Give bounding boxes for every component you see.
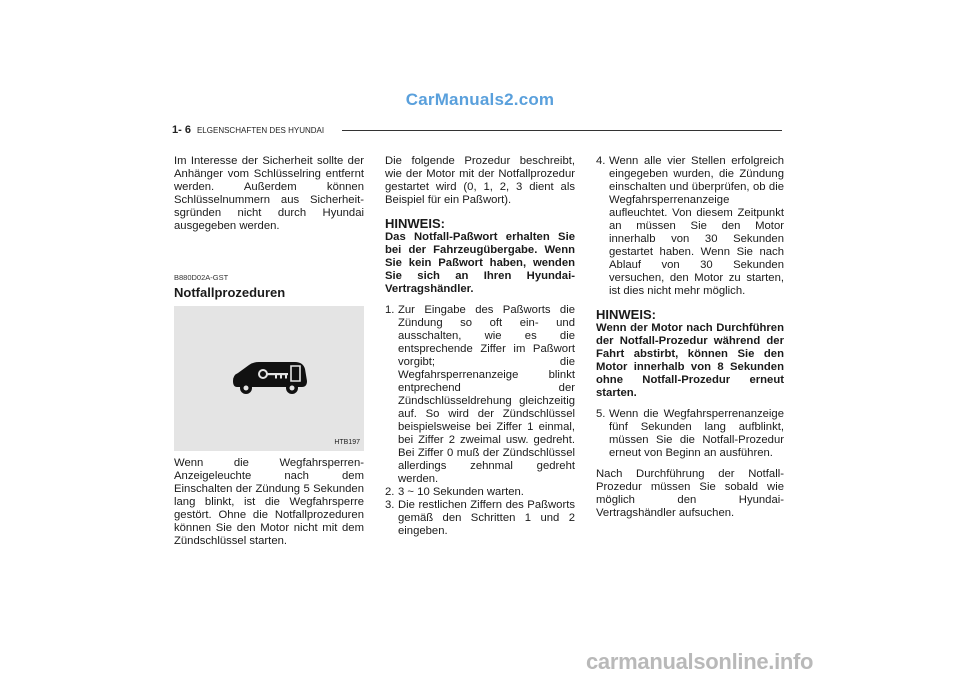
list-item: 2. 3 ~ 10 Sekunden warten. <box>385 486 524 498</box>
page-number: 1- 6 <box>172 124 191 136</box>
watermark-top: CarManuals2.com <box>405 90 555 109</box>
closing-paragraph: Nach Durchführung der Notfall-Prozedur müssen Sie sobald wie möglich den Hyundai-Vertragshändler aufsuchen. <box>596 468 784 519</box>
car-key-icon <box>229 357 309 397</box>
section-heading: Notfallprozeduren <box>174 285 286 300</box>
note-heading: HINWEIS: <box>596 307 656 322</box>
page-header <box>172 124 324 136</box>
intro-paragraph: Im Interesse der Sicherheit sollte der Anhänger vom Schlüsselring entfernt werden. Außerdem können Schlüsselnummern aus Sicherheit-sgründen nicht durch Hyundai ausgegeben werden. <box>174 155 364 232</box>
note-heading: HINWEIS: <box>385 216 445 231</box>
column-2 <box>385 155 575 538</box>
list-item: 3. Die restlichen Ziffern des Paßworts gemäß den Schritten 1 und 2 eingeben. <box>385 499 575 537</box>
procedure-intro: Die folgende Prozedur beschreibt, wie der Motor mit der Notfallprozedur gestartet wird (0, 1, 2, 3 dient als Beispiel für ein Paßwort). <box>385 155 575 206</box>
list-item: 4. Wenn alle vier Stellen erfolgreich eingegeben wurden, die Zündung einschalten und überprüfen, ob die Wegfahrsperrenanzeige aufleuchtet. Von diesem Zeitpunkt an müssen Sie den Motor innerhalb von 30 Sekunden gestartet haben. Wenn Sie nach Ablauf von 30 Sekunden versuchen, den Motor zu starten, ist dies nicht mehr möglich. <box>596 155 784 297</box>
column-1 <box>174 155 364 548</box>
figure-code: HTB197 <box>334 439 360 446</box>
header-divider <box>342 130 782 131</box>
note-text: Wenn der Motor nach Durchführen der Notfall-Prozedur während der Fahrt abstirbt, können Sie den Motor innerhalb von 8 Sekunden ohne Notfall-Prozedur erneut starten. <box>596 322 784 399</box>
figure-immobilizer <box>174 306 364 451</box>
note-text: Das Notfall-Paßwort erhalten Sie bei der Fahrzeugübergabe. Wenn Sie kein Paßwort haben, wenden Sie sich an Ihren Hyundai-Vertragshändler. <box>385 231 575 295</box>
section-code: B880D02A-GST <box>174 273 229 282</box>
section-title: ELGENSCHAFTEN DES HYUNDAI <box>196 126 325 135</box>
procedure-steps <box>385 304 575 538</box>
procedure-steps-continued <box>596 155 784 298</box>
list-item: 1. Zur Eingabe des Paßworts die Zündung so oft ein- und ausschalten, wie es die entsprechende Ziffer im Paßwort vorgibt; die Wegfahrsperrenanzeige blinkt entprechend der Zündschlüsseldrehung gleichzeitig auf. So wird der Zündschlüssel beispielsweise bei Ziffer 1 einmal, bei Ziffer 2 zweimal usw. gedreht. Bei Ziffer 0 muß der Zündschlüssel allerdings zehnmal gedreht werden. <box>385 304 575 485</box>
warning-paragraph: Wenn die Wegfahrsperren-Anzeigeleuchte nach dem Einschalten der Zündung 5 Sekunden lang blinkt, ist die Wegfahrsperre gestört. Ohne die Notfallprozeduren können Sie den Motor nicht mit dem Zündschlüssel starten. <box>174 457 364 547</box>
column-3 <box>596 155 784 520</box>
list-item: 5. Wenn die Wegfahrsperrenanzeige fünf Sekunden lang aufblinkt, müssen Sie die Notfall-Prozedur erneut von Beginn an ausführen. <box>596 408 784 459</box>
procedure-steps-final <box>596 408 784 460</box>
watermark-bottom: carmanualsonline.info <box>586 649 814 674</box>
